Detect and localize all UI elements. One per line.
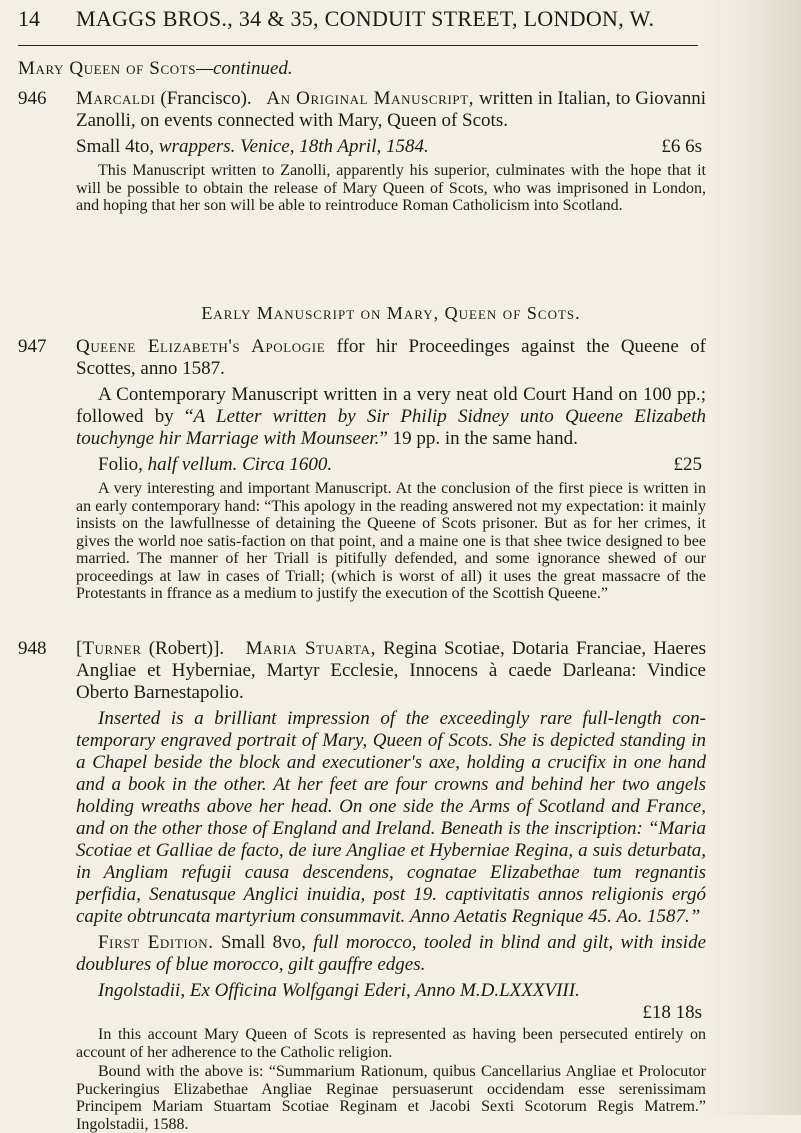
page-number: 14: [18, 6, 40, 31]
entry-description: [76, 384, 706, 450]
entry-title: [76, 88, 706, 132]
page-header: [18, 6, 698, 32]
entry-note-bound: Bound with the above is: “Summarium Rationum, quibus Cancellarius Angliae et Prolocutor Puckeringius Elizabethae Angliae Reginae persuaserunt occidendam esse serenissimam Principem Mariam Stuartam Scotiae Reginam et Jacobi Sexti Scotorum Regis Matrem.” Ingolstadii, 1588.: [76, 1063, 706, 1133]
entry-edition: [76, 932, 706, 976]
entry-desc-a: A Contemporary Manuscript written in a very neat old Court Hand on 100 pp.; followed by “: [76, 384, 706, 427]
entry-author-rest: (Robert)].: [141, 638, 225, 659]
page-edge-shadow: [706, 0, 801, 1115]
entry-note: A very interesting and important Manuscript. At the conclusion of the first piece is written in an early contemporary hand: “This apology in the reading answered not my expectation: it mainly insists on the lawfullnesse of detaining the Queene of Scots prisoner. But as for her crimes, it gives the world noe satis-faction on that point, and a maine one is that shee twice designed to bee married. The manner of her Triall is pitifully defended, and some ignorance shewed of our proceedings at law in cases of Triall; (which is worst of all) it uses the great massacre of the Protestants in ffrance as a medium to justify the execution of the Scottish Queene.”: [76, 480, 706, 602]
entry-price: £6 6s: [661, 136, 702, 157]
entry-author-open: [: [76, 638, 83, 659]
entry-price: £25: [673, 454, 702, 475]
subheading: Early Manuscript on Mary, Queen of Scots.: [201, 303, 581, 323]
entry-title: [76, 336, 706, 380]
entry-title-caps: Queene Elizabeth's Apologie: [76, 336, 326, 357]
entry-format-italic: half vellum. Circa 1600.: [147, 454, 333, 475]
entry-edition-a: Small 8vo,: [213, 932, 314, 953]
entry-note: This Manuscript written to Zanolli, apparently his superior, culminates with the hope that it will be possible to obtain the release of Mary Queen of Scots, who was imprisoned in London, and hoping that her son will be able to reintroduce Roman Catholicism into Scotland.: [76, 162, 706, 214]
publisher-line: MAGGS BROS., 34 & 35, CONDUIT STREET, LONDON, W.: [76, 6, 655, 31]
entry-number: 947: [18, 336, 47, 357]
entry-format-line: [76, 454, 706, 476]
entry-desc-b: ” 19 pp. in the same hand.: [379, 428, 578, 449]
section-heading: [18, 58, 293, 80]
entry-imprint: Ingolstadii, Ex Officina Wolfgangi Ederi, Anno M.D.LXXXVIII.: [98, 980, 580, 1001]
entry-author: Turner: [82, 638, 142, 659]
entry-title-rest: Regina Scotiae, Dotaria Franciae, Haeres Angliae et Hyberniae, Martyr Ecclesie, Innocens à caede Darleana: Vindice Oberto Barnestapolio.: [76, 638, 706, 703]
entry-format-line: [76, 136, 706, 158]
entry-desc-italic: A Letter written by Sir Philip Sidney unto Queene Elizabeth touchynge hir Marriage with Mounseer.: [76, 406, 706, 449]
entry-number: 946: [18, 88, 47, 109]
entry-title-rest: written in Italian, to Giovanni Zanolli, on events connected with Mary, Queen of Scots.: [76, 88, 706, 131]
header-rule: [18, 45, 698, 46]
entry-note: In this account Mary Queen of Scots is represented as having been persecuted entirely on account of her adherence to the Catholic religion.: [76, 1026, 706, 1061]
entry-title-caps: An Original Manuscript,: [266, 88, 475, 109]
entry-portrait-note: Inserted is a brilliant impression of the exceedingly rare full-length con-temporary engraved portrait of Mary, Queen of Scots. She is depicted standing in a Chapel beside the block and executioner's axe, holding a crucifix in one hand and a book in the other. At her feet are four crowns and behind her two angels holding wreaths above her head. On one side the Arms of Scotland and France, and on the other those of England and Ireland. Beneath is the inscription: “Maria Scotiae et Galliae de facto, de iure Angliae et Hyberniae Regina, a suis deturbata, in Angliam refugii causa descendens, cognatae Elizabethae tum regnantis perfidia, Senatusque Anglici inuidia, post 19. captivitatis annos religionis ergó capite obtruncata martyrium consummavit. Anno Aetatis Regnique 45. Ao. 1587.”: [76, 708, 706, 927]
entry-author-rest: (Francisco).: [155, 88, 252, 109]
entry-author: Marcaldi: [76, 88, 156, 109]
entry-format: Folio,: [98, 454, 148, 475]
entry-edition-italic: full morocco, tooled in blind and gilt, with inside doublures of blue morocco, gilt gauffre edges.: [76, 932, 706, 975]
entry-number: 948: [18, 638, 47, 659]
entry-price: £18 18s: [642, 1002, 702, 1023]
entry-title: [76, 638, 706, 704]
entry-title-rest: ffor hir Proceedinges against the Queene of Scottes, anno 1587.: [76, 336, 706, 379]
entry-title-caps: Maria Stuarta,: [245, 638, 376, 659]
section-name: Mary Queen of Scots: [18, 58, 197, 79]
entry-format: Small 4to,: [76, 136, 159, 157]
section-continued: —continued.: [196, 58, 293, 79]
subheading-block: [18, 302, 706, 324]
entry-edition-caps: First Edition.: [98, 932, 214, 953]
entry-948: [18, 638, 706, 1133]
entry-947: [18, 336, 706, 603]
entry-format-italic: wrappers. Venice, 18th April, 1584.: [158, 136, 429, 157]
entry-946: [18, 88, 706, 215]
